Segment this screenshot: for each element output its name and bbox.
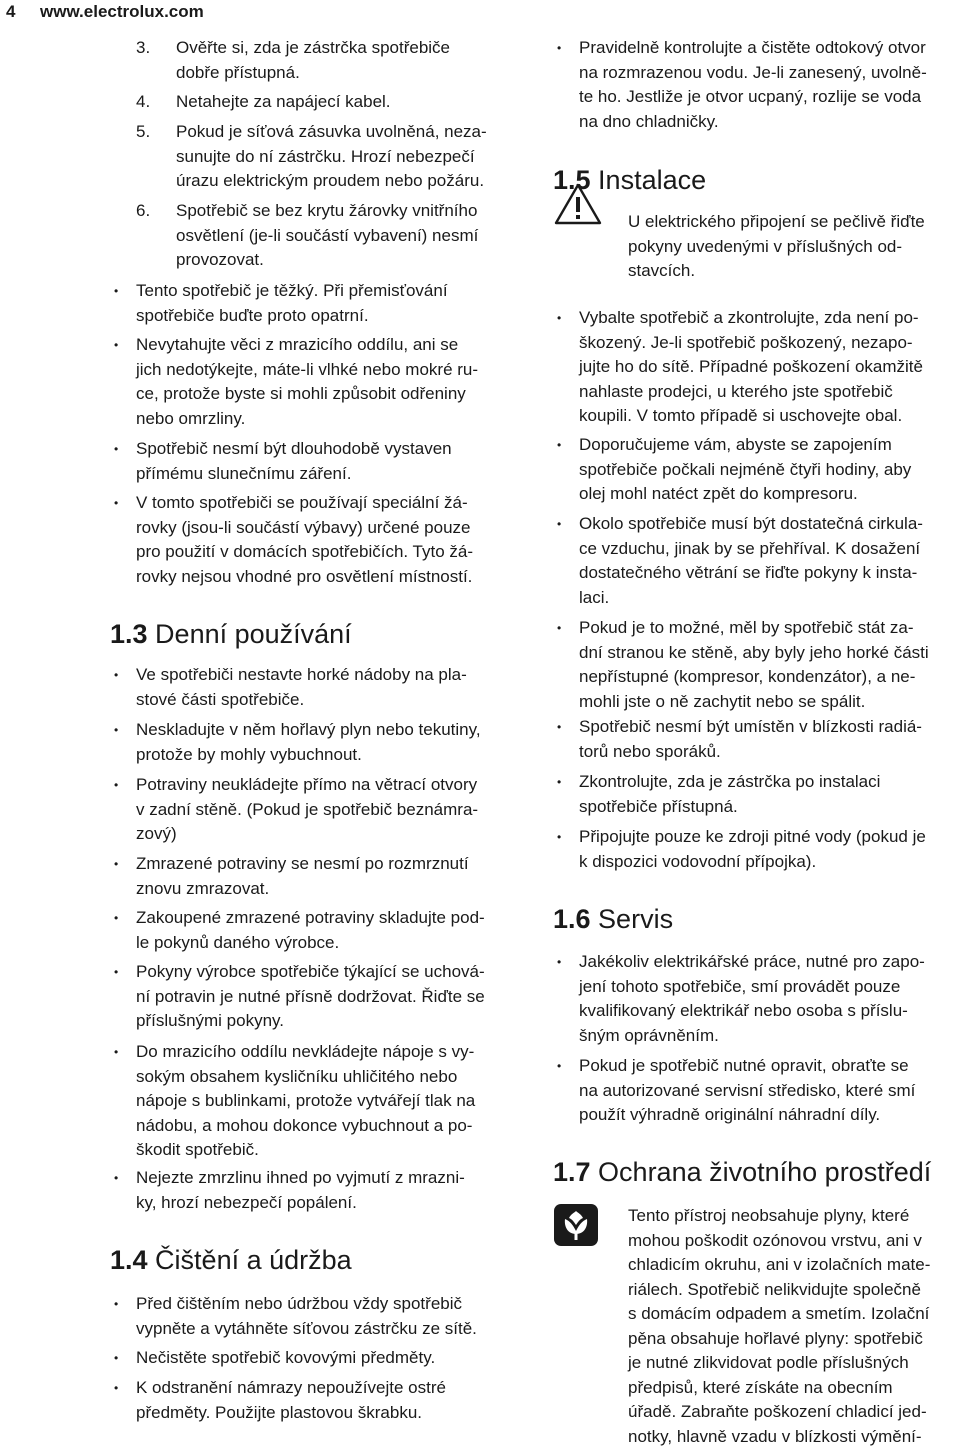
- environment-text-line: riálech. Spotřebič nelikvidujte společně: [628, 1279, 921, 1299]
- section-title: Instalace: [590, 165, 707, 195]
- bullet-item-line: Tento spotřebič je těžký. Při přemisťování: [136, 281, 448, 300]
- bullet-item-line: koupili. V tomto případě si uschovejte obal.: [579, 406, 903, 425]
- section-title: Čištění a údržba: [147, 1245, 352, 1275]
- bullet-icon: •: [114, 1381, 119, 1395]
- bullet-item-line: laci.: [579, 587, 610, 607]
- bullet-item: [553, 770, 955, 819]
- section-number: 1.5: [553, 165, 591, 195]
- bullet-item-line: Spotřebič nesmí být umístěn v blízkosti radiá-: [579, 717, 922, 736]
- numbered-item: [110, 199, 510, 273]
- environment-text-line: chladicím okruhu, ani v izolačních mate-: [628, 1255, 931, 1274]
- numbered-item-line: osvětlení (je-li součástí vybavení) nesmí: [176, 225, 479, 245]
- bullet-item-line: Neskladujte v něm hořlavý plyn nebo tekutiny,: [136, 720, 481, 739]
- bullet-item: [110, 1292, 510, 1341]
- warning-text-line: U elektrického připojení se pečlivě řiďte: [628, 212, 925, 231]
- environment-text-line: předpisů, které získáte na obecním: [628, 1377, 893, 1397]
- bullet-item-line: Zmrazené potraviny se nesmí po rozmrznutí: [136, 854, 469, 873]
- item-number: 4.: [136, 92, 151, 111]
- bullet-item: [110, 773, 510, 847]
- bullet-icon: •: [557, 1059, 562, 1073]
- bullet-item-line: V tomto spotřebiči se používají speciální žá-: [136, 493, 468, 512]
- bullet-icon: •: [114, 496, 119, 510]
- bullet-icon: •: [557, 720, 562, 734]
- bullet-item-line: Zakoupené zmrazené potraviny skladujte pod-: [136, 908, 485, 927]
- section-number: 1.3: [110, 619, 148, 649]
- bullet-item-line: protože by mohly vybuchnout.: [136, 744, 362, 764]
- bullet-item-line: ce vzduchu, jinak by se přehříval. K dosažení: [579, 538, 921, 558]
- bullet-item-line: Jakékoliv elektrikářské práce, nutné pro zapo-: [579, 952, 925, 971]
- bullet-item-line: znovu zmrazovat.: [136, 878, 270, 898]
- bullet-icon: •: [114, 857, 119, 871]
- numbered-item-line: provozovat.: [176, 250, 264, 269]
- bullet-item-line: Pokud je to možné, měl by spotřebič stát za-: [579, 618, 914, 637]
- bullet-item-line: nepřístupné (kompresor, kondenzátor), a ne-: [579, 667, 916, 686]
- section-heading-1-3: [110, 618, 352, 650]
- bullet-icon: •: [557, 311, 562, 325]
- bullet-item: [110, 437, 510, 486]
- bullet-icon: •: [114, 1171, 119, 1185]
- bullet-icon: •: [114, 778, 119, 792]
- bullet-item-line: ce, protože byste si mohli způsobit odřeniny: [136, 384, 466, 403]
- bullet-item-line: k dispozici vodovodní přípojka).: [579, 851, 817, 871]
- environment-text: [628, 1204, 930, 1449]
- warning-icon: [553, 182, 603, 231]
- bullet-item: [110, 718, 510, 767]
- bullet-item-line: sokým obsahem kysličníku uhličitého nebo: [136, 1066, 458, 1086]
- bullet-item-line: Pravidelně kontrolujte a čistěte odtokový otvor: [579, 38, 926, 57]
- bullet-item-line: ní potravin je nutné přísně dodržovat. Řiďte se: [136, 986, 485, 1006]
- bullet-item-line: předměty. Použijte plastovou škrabku.: [136, 1402, 422, 1422]
- bullet-item-line: Před čištěním nebo údržbou vždy spotřebič: [136, 1294, 463, 1313]
- bullet-item: [553, 36, 955, 134]
- environment-text-line: je nutné zlikvidovat podle příslušných: [628, 1353, 909, 1372]
- bullet-item-line: Pokyny výrobce spotřebiče týkající se uchová-: [136, 962, 485, 981]
- bullet-item-line: na rozmrazenou vodu. Je-li zanesený, uvolně-: [579, 62, 927, 82]
- section-title: Denní používání: [147, 619, 352, 649]
- bullet-icon: •: [114, 284, 119, 298]
- page-number: 4: [6, 2, 16, 21]
- bullet-item-line: jich nedotýkejte, máte-li vlhké nebo mokré ru-: [136, 359, 479, 379]
- environment-text-line: mohou poškodit ozónovou vrstvu, ani v: [628, 1230, 922, 1250]
- bullet-icon: •: [114, 723, 119, 737]
- section-number: 1.4: [110, 1245, 148, 1275]
- item-number: 3.: [136, 38, 151, 57]
- bullet-item-line: Nejezte zmrzlinu ihned po vyjmutí z mrazni-: [136, 1168, 465, 1187]
- section-heading-1-6: [553, 903, 673, 935]
- section-heading-1-7: [553, 1156, 931, 1188]
- environment-text-line: úřadě. Zabraňte poškození chladicí jed-: [628, 1402, 927, 1421]
- bullet-item-line: nápoje s bublinkami, protože vytvářejí tlak na: [136, 1091, 476, 1110]
- bullet-icon: •: [557, 517, 562, 531]
- bullet-item: [110, 960, 510, 1034]
- bullet-item-line: příslušnými pokyny.: [136, 1011, 285, 1030]
- recycling-icon: [553, 1203, 599, 1252]
- numbered-item-line: sunujte do ní zástrčku. Hrozí nebezpečí: [176, 146, 475, 166]
- bullet-item-line: Nečistěte spotřebič kovovými předměty.: [136, 1348, 436, 1367]
- bullet-item-line: rovky (jsou-li součástí výbavy) určené pouze: [136, 517, 471, 537]
- bullet-icon: •: [557, 41, 562, 55]
- bullet-icon: •: [557, 621, 562, 635]
- bullet-item: [110, 279, 510, 328]
- bullet-icon: •: [557, 775, 562, 789]
- page-header: [0, 0, 960, 28]
- bullet-item-line: na dno chladničky.: [579, 111, 719, 131]
- bullet-item: [553, 433, 955, 507]
- section-number: 1.6: [553, 904, 591, 934]
- bullet-item: [553, 616, 955, 714]
- bullet-item-line: nebo omrzliny.: [136, 408, 246, 428]
- bullet-item-line: Ve spotřebiči nestavte horké nádoby na pla-: [136, 665, 467, 684]
- bullet-icon: •: [114, 911, 119, 925]
- bullet-item-line: Okolo spotřebiče musí být dostatečná cirkula-: [579, 514, 923, 533]
- bullet-item-line: dostatečného větrání se řiďte pokyny k insta-: [579, 563, 918, 582]
- item-number: 5.: [136, 122, 151, 141]
- bullet-item-line: spotřebiče počkali nejméně čtyři hodiny, aby: [579, 459, 912, 479]
- environment-text-line: pěna obsahuje hořlavé plyny: spotřebič: [628, 1328, 923, 1348]
- warning-text: [628, 210, 925, 284]
- numbered-item: [110, 36, 510, 85]
- bullet-item: [110, 852, 510, 901]
- numbered-item-line: Ověřte si, zda je zástrčka spotřebiče: [176, 38, 451, 57]
- warning-text-line: pokyny uvedenými v příslušných od-: [628, 236, 903, 256]
- bullet-item: [110, 1040, 510, 1163]
- bullet-icon: •: [114, 1297, 119, 1311]
- item-number: 6.: [136, 201, 151, 220]
- bullet-item-line: Zkontrolujte, zda je zástrčka po instalaci: [579, 772, 881, 791]
- bullet-icon: •: [114, 338, 119, 352]
- bullet-item: [553, 825, 955, 874]
- bullet-item: [110, 333, 510, 431]
- numbered-item: [110, 90, 510, 115]
- bullet-item: [110, 1346, 510, 1371]
- bullet-item-line: jujte ho do sítě. Případné poškození okamžitě: [579, 357, 923, 376]
- bullet-item: [553, 306, 955, 429]
- bullet-icon: •: [114, 668, 119, 682]
- bullet-item-line: olej mohl natéct zpět do kompresoru.: [579, 484, 858, 503]
- bullet-item-line: přímému slunečnímu záření.: [136, 463, 352, 483]
- bullet-item-line: ky, hrozí nebezpečí popálení.: [136, 1192, 357, 1212]
- bullet-item-line: le pokynů daného výrobce.: [136, 932, 340, 952]
- bullet-icon: •: [557, 438, 562, 452]
- bullet-item-line: v zadní stěně. (Pokud je spotřebič beznámra-: [136, 799, 479, 819]
- bullet-item-line: nádobu, a mohou dokonce vybuchnout a po-: [136, 1115, 473, 1135]
- bullet-item-line: te ho. Jestliže je otvor ucpaný, rozlije se voda: [579, 87, 922, 106]
- bullet-item: [110, 906, 510, 955]
- bullet-item-line: nahlaste prodejci, u kterého jste spotřebič: [579, 381, 893, 401]
- numbered-item-line: Netahejte za napájecí kabel.: [176, 92, 391, 111]
- bullet-item: [110, 663, 510, 712]
- environment-text-line: notky, hlavně vzadu v blízkosti výmění-: [628, 1426, 922, 1446]
- bullet-item-line: mohli jste o ně zachytit nebo se spálit.: [579, 691, 866, 711]
- bullet-item-line: dní stranou ke stěně, aby byly jeho horké části: [579, 642, 929, 662]
- bullet-item: [553, 950, 955, 1048]
- section-title: Ochrana životního prostředí: [590, 1157, 932, 1187]
- bullet-item-line: šným oprávněním.: [579, 1025, 719, 1045]
- bullet-icon: •: [114, 1351, 119, 1365]
- bullet-icon: •: [557, 955, 562, 969]
- bullet-item-line: stové části spotřebiče.: [136, 689, 305, 709]
- bullet-item-line: Do mrazicího oddílu nevkládejte nápoje s vy-: [136, 1042, 475, 1061]
- bullet-icon: •: [114, 442, 119, 456]
- bullet-icon: •: [557, 830, 562, 844]
- bullet-item: [110, 491, 510, 589]
- bullet-item-line: rovky nejsou vhodné pro osvětlení místností.: [136, 566, 473, 586]
- bullet-item: [553, 1054, 955, 1128]
- bullet-item-line: spotřebiče buďte proto opatrní.: [136, 305, 369, 325]
- environment-text-line: Tento přístroj neobsahuje plyny, které: [628, 1206, 910, 1225]
- section-title: Servis: [590, 904, 674, 934]
- bullet-item-line: na autorizované servisní středisko, které smí: [579, 1080, 916, 1100]
- bullet-item-line: Doporučujeme vám, abyste se zapojením: [579, 435, 892, 454]
- bullet-item-line: Potraviny neukládejte přímo na větrací otvory: [136, 775, 478, 794]
- site-url: www.electrolux.com: [40, 2, 204, 21]
- numbered-item: [110, 120, 510, 194]
- section-heading-1-4: [110, 1244, 352, 1276]
- bullet-item-line: škodit spotřebič.: [136, 1140, 259, 1159]
- bullet-item-line: kvalifikovaný elektrikář nebo osoba s příslu-: [579, 1001, 908, 1020]
- bullet-item: [110, 1166, 510, 1215]
- numbered-item-line: dobře přístupná.: [176, 62, 300, 82]
- bullet-item-line: Vybalte spotřebič a zkontrolujte, zda není po-: [579, 308, 919, 327]
- bullet-icon: •: [114, 965, 119, 979]
- section-number: 1.7: [553, 1157, 591, 1187]
- numbered-item-line: úrazu elektrickým proudem nebo požáru.: [176, 171, 485, 190]
- bullet-item-line: spotřebiče přístupná.: [579, 796, 738, 816]
- bullet-item-line: škozený. Je-li spotřebič poškozený, nezapo-: [579, 332, 913, 352]
- warning-text-line: stavcích.: [628, 261, 696, 280]
- bullet-item-line: Pokud je spotřebič nutné opravit, obraťte se: [579, 1056, 909, 1075]
- bullet-item-line: K odstranění námrazy nepoužívejte ostré: [136, 1378, 446, 1397]
- environment-text-line: s domácím odpadem a smetím. Izolační: [628, 1304, 930, 1323]
- bullet-item: [110, 1376, 510, 1425]
- bullet-item-line: Nevytahujte věci z mrazicího oddílu, ani se: [136, 335, 459, 354]
- bullet-item-line: jení tohoto spotřebiče, smí provádět pouze: [579, 976, 901, 996]
- bullet-icon: •: [114, 1045, 119, 1059]
- numbered-item-line: Spotřebič se bez krytu žárovky vnitřního: [176, 201, 478, 220]
- bullet-item: [553, 512, 955, 610]
- bullet-item-line: Připojujte pouze ke zdroji pitné vody (pokud je: [579, 827, 926, 846]
- bullet-item-line: Spotřebič nesmí být dlouhodobě vystaven: [136, 439, 452, 458]
- bullet-item-line: torů nebo sporáků.: [579, 741, 721, 761]
- bullet-item-line: použít výhradně originální náhradní díly.: [579, 1105, 881, 1124]
- bullet-item-line: pro použití v domácích spotřebičích. Tyto žá-: [136, 542, 474, 561]
- numbered-item-line: Pokud je síťová zásuvka uvolněná, neza-: [176, 122, 487, 141]
- bullet-item-line: vypněte a vytáhněte síťovou zástrčku ze sítě.: [136, 1318, 477, 1338]
- bullet-item: [553, 715, 955, 764]
- bullet-item-line: zový): [136, 824, 177, 843]
